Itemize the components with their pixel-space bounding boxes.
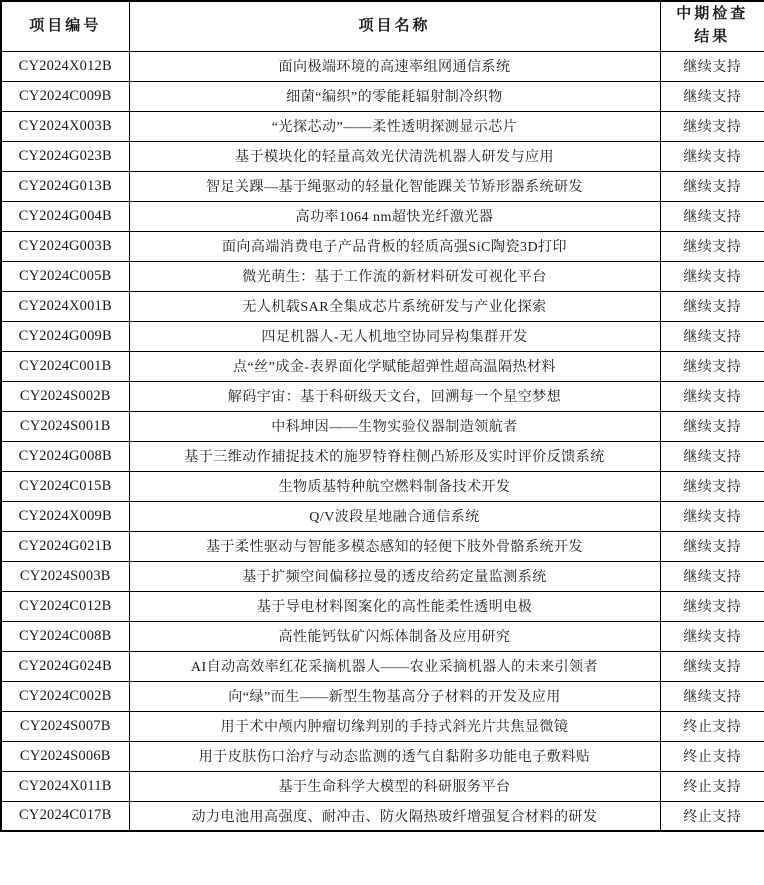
project-name-cell: 基于柔性驱动与智能多模态感知的轻便下肢外骨骼系统开发 <box>129 531 660 561</box>
check-result-cell: 继续支持 <box>660 591 764 621</box>
project-id-cell: CY2024C012B <box>1 591 129 621</box>
header-check-result <box>660 1 764 51</box>
project-id-cell: CY2024S002B <box>1 381 129 411</box>
table-row <box>1 771 764 801</box>
table-row <box>1 231 764 261</box>
project-id-cell: CY2024S001B <box>1 411 129 441</box>
check-result-cell: 继续支持 <box>660 561 764 591</box>
table-row <box>1 51 764 81</box>
header-project-name: 项目名称 <box>129 1 660 51</box>
table-row <box>1 351 764 381</box>
project-name-cell: 基于三维动作捕捉技术的施罗特脊柱侧凸矫形及实时评价反馈系统 <box>129 441 660 471</box>
table-body <box>1 51 764 831</box>
project-name-cell: 无人机载SAR全集成芯片系统研发与产业化探索 <box>129 291 660 321</box>
table-row <box>1 561 764 591</box>
project-name-cell: 高性能钙钛矿闪烁体制备及应用研究 <box>129 621 660 651</box>
table-row <box>1 531 764 561</box>
project-name-cell: 智足关踝—基于绳驱动的轻量化智能踝关节矫形器系统研发 <box>129 171 660 201</box>
check-result-cell: 继续支持 <box>660 471 764 501</box>
check-result-cell: 继续支持 <box>660 261 764 291</box>
project-id-cell: CY2024G004B <box>1 201 129 231</box>
table-row <box>1 711 764 741</box>
project-id-cell: CY2024S006B <box>1 741 129 771</box>
project-name-cell: 面向极端环境的高速率组网通信系统 <box>129 51 660 81</box>
project-name-cell: 用于术中颅内肿瘤切缘判别的手持式斜光片共焦显微镜 <box>129 711 660 741</box>
table-row <box>1 261 764 291</box>
header-row <box>1 1 764 51</box>
project-name-cell: 用于皮肤伤口治疗与动态监测的透气自黏附多功能电子敷料贴 <box>129 741 660 771</box>
table-row <box>1 741 764 771</box>
project-name-cell: AI自动高效率红花采摘机器人——农业采摘机器人的未来引领者 <box>129 651 660 681</box>
project-id-cell: CY2024X009B <box>1 501 129 531</box>
project-id-cell: CY2024S003B <box>1 561 129 591</box>
table-row <box>1 591 764 621</box>
check-result-cell: 继续支持 <box>660 531 764 561</box>
table-row <box>1 441 764 471</box>
table-row <box>1 201 764 231</box>
check-result-cell: 继续支持 <box>660 141 764 171</box>
project-id-cell: CY2024G013B <box>1 171 129 201</box>
project-name-cell: 向“绿”而生——新型生物基高分子材料的开发及应用 <box>129 681 660 711</box>
project-name-cell: 面向高端消费电子产品背板的轻质高强SiC陶瓷3D打印 <box>129 231 660 261</box>
table-row <box>1 171 764 201</box>
project-id-cell: CY2024C002B <box>1 681 129 711</box>
check-result-cell: 继续支持 <box>660 381 764 411</box>
check-result-cell: 继续支持 <box>660 81 764 111</box>
check-result-cell: 继续支持 <box>660 321 764 351</box>
project-name-cell: 微光萌生：基于工作流的新材料研发可视化平台 <box>129 261 660 291</box>
project-name-cell: 四足机器人-无人机地空协同异构集群开发 <box>129 321 660 351</box>
project-id-cell: CY2024C001B <box>1 351 129 381</box>
table-row <box>1 501 764 531</box>
check-result-cell: 继续支持 <box>660 651 764 681</box>
project-name-cell: 基于生命科学大模型的科研服务平台 <box>129 771 660 801</box>
project-id-cell: CY2024X012B <box>1 51 129 81</box>
table-row <box>1 621 764 651</box>
check-result-cell: 继续支持 <box>660 441 764 471</box>
table-row <box>1 321 764 351</box>
table-header <box>1 1 764 51</box>
project-id-cell: CY2024C015B <box>1 471 129 501</box>
check-result-cell: 继续支持 <box>660 231 764 261</box>
check-result-cell: 继续支持 <box>660 351 764 381</box>
project-name-cell: 高功率1064 nm超快光纤激光器 <box>129 201 660 231</box>
table-row <box>1 141 764 171</box>
check-result-cell: 继续支持 <box>660 51 764 81</box>
check-result-cell: 终止支持 <box>660 801 764 831</box>
table-row <box>1 291 764 321</box>
project-name-cell: 动力电池用高强度、耐冲击、防火隔热玻纤增强复合材料的研发 <box>129 801 660 831</box>
project-id-cell: CY2024G003B <box>1 231 129 261</box>
project-id-cell: CY2024G009B <box>1 321 129 351</box>
project-name-cell: Q/V波段星地融合通信系统 <box>129 501 660 531</box>
check-result-cell: 终止支持 <box>660 741 764 771</box>
project-id-cell: CY2024G023B <box>1 141 129 171</box>
project-name-cell: 基于导电材料图案化的高性能柔性透明电极 <box>129 591 660 621</box>
check-result-cell: 继续支持 <box>660 171 764 201</box>
project-id-cell: CY2024X003B <box>1 111 129 141</box>
project-name-cell: 点“丝”成金-表界面化学赋能超弹性超高温隔热材料 <box>129 351 660 381</box>
check-result-cell: 继续支持 <box>660 201 764 231</box>
project-id-cell: CY2024C017B <box>1 801 129 831</box>
project-id-cell: CY2024C005B <box>1 261 129 291</box>
project-name-cell: 中科坤因——生物实验仪器制造领航者 <box>129 411 660 441</box>
project-id-cell: CY2024X001B <box>1 291 129 321</box>
check-result-cell: 继续支持 <box>660 291 764 321</box>
check-result-cell: 继续支持 <box>660 501 764 531</box>
project-name-cell: 基于扩频空间偏移拉曼的透皮给药定量监测系统 <box>129 561 660 591</box>
project-name-cell: 生物质基特种航空燃料制备技术开发 <box>129 471 660 501</box>
project-name-cell: 细菌“编织”的零能耗辐射制冷织物 <box>129 81 660 111</box>
table-row <box>1 81 764 111</box>
header-check-result-label: 中期检查结果 <box>676 6 749 46</box>
table-row <box>1 111 764 141</box>
table-row <box>1 651 764 681</box>
project-id-cell: CY2024X011B <box>1 771 129 801</box>
check-result-cell: 继续支持 <box>660 111 764 141</box>
project-id-cell: CY2024C008B <box>1 621 129 651</box>
project-id-cell: CY2024G024B <box>1 651 129 681</box>
check-result-cell: 终止支持 <box>660 711 764 741</box>
table-row <box>1 471 764 501</box>
check-result-cell: 继续支持 <box>660 411 764 441</box>
check-result-cell: 继续支持 <box>660 681 764 711</box>
header-project-id: 项目编号 <box>1 1 129 51</box>
project-id-cell: CY2024C009B <box>1 81 129 111</box>
project-name-cell: 基于模块化的轻量高效光伏清洗机器人研发与应用 <box>129 141 660 171</box>
table-row <box>1 411 764 441</box>
project-id-cell: CY2024G008B <box>1 441 129 471</box>
project-id-cell: CY2024S007B <box>1 711 129 741</box>
table-row <box>1 381 764 411</box>
project-id-cell: CY2024G021B <box>1 531 129 561</box>
project-name-cell: 解码宇宙：基于科研级天文台，回溯每一个星空梦想 <box>129 381 660 411</box>
table-row <box>1 681 764 711</box>
check-result-cell: 终止支持 <box>660 771 764 801</box>
project-name-cell: “光探芯动”——柔性透明探测显示芯片 <box>129 111 660 141</box>
table-row <box>1 801 764 831</box>
check-result-cell: 继续支持 <box>660 621 764 651</box>
